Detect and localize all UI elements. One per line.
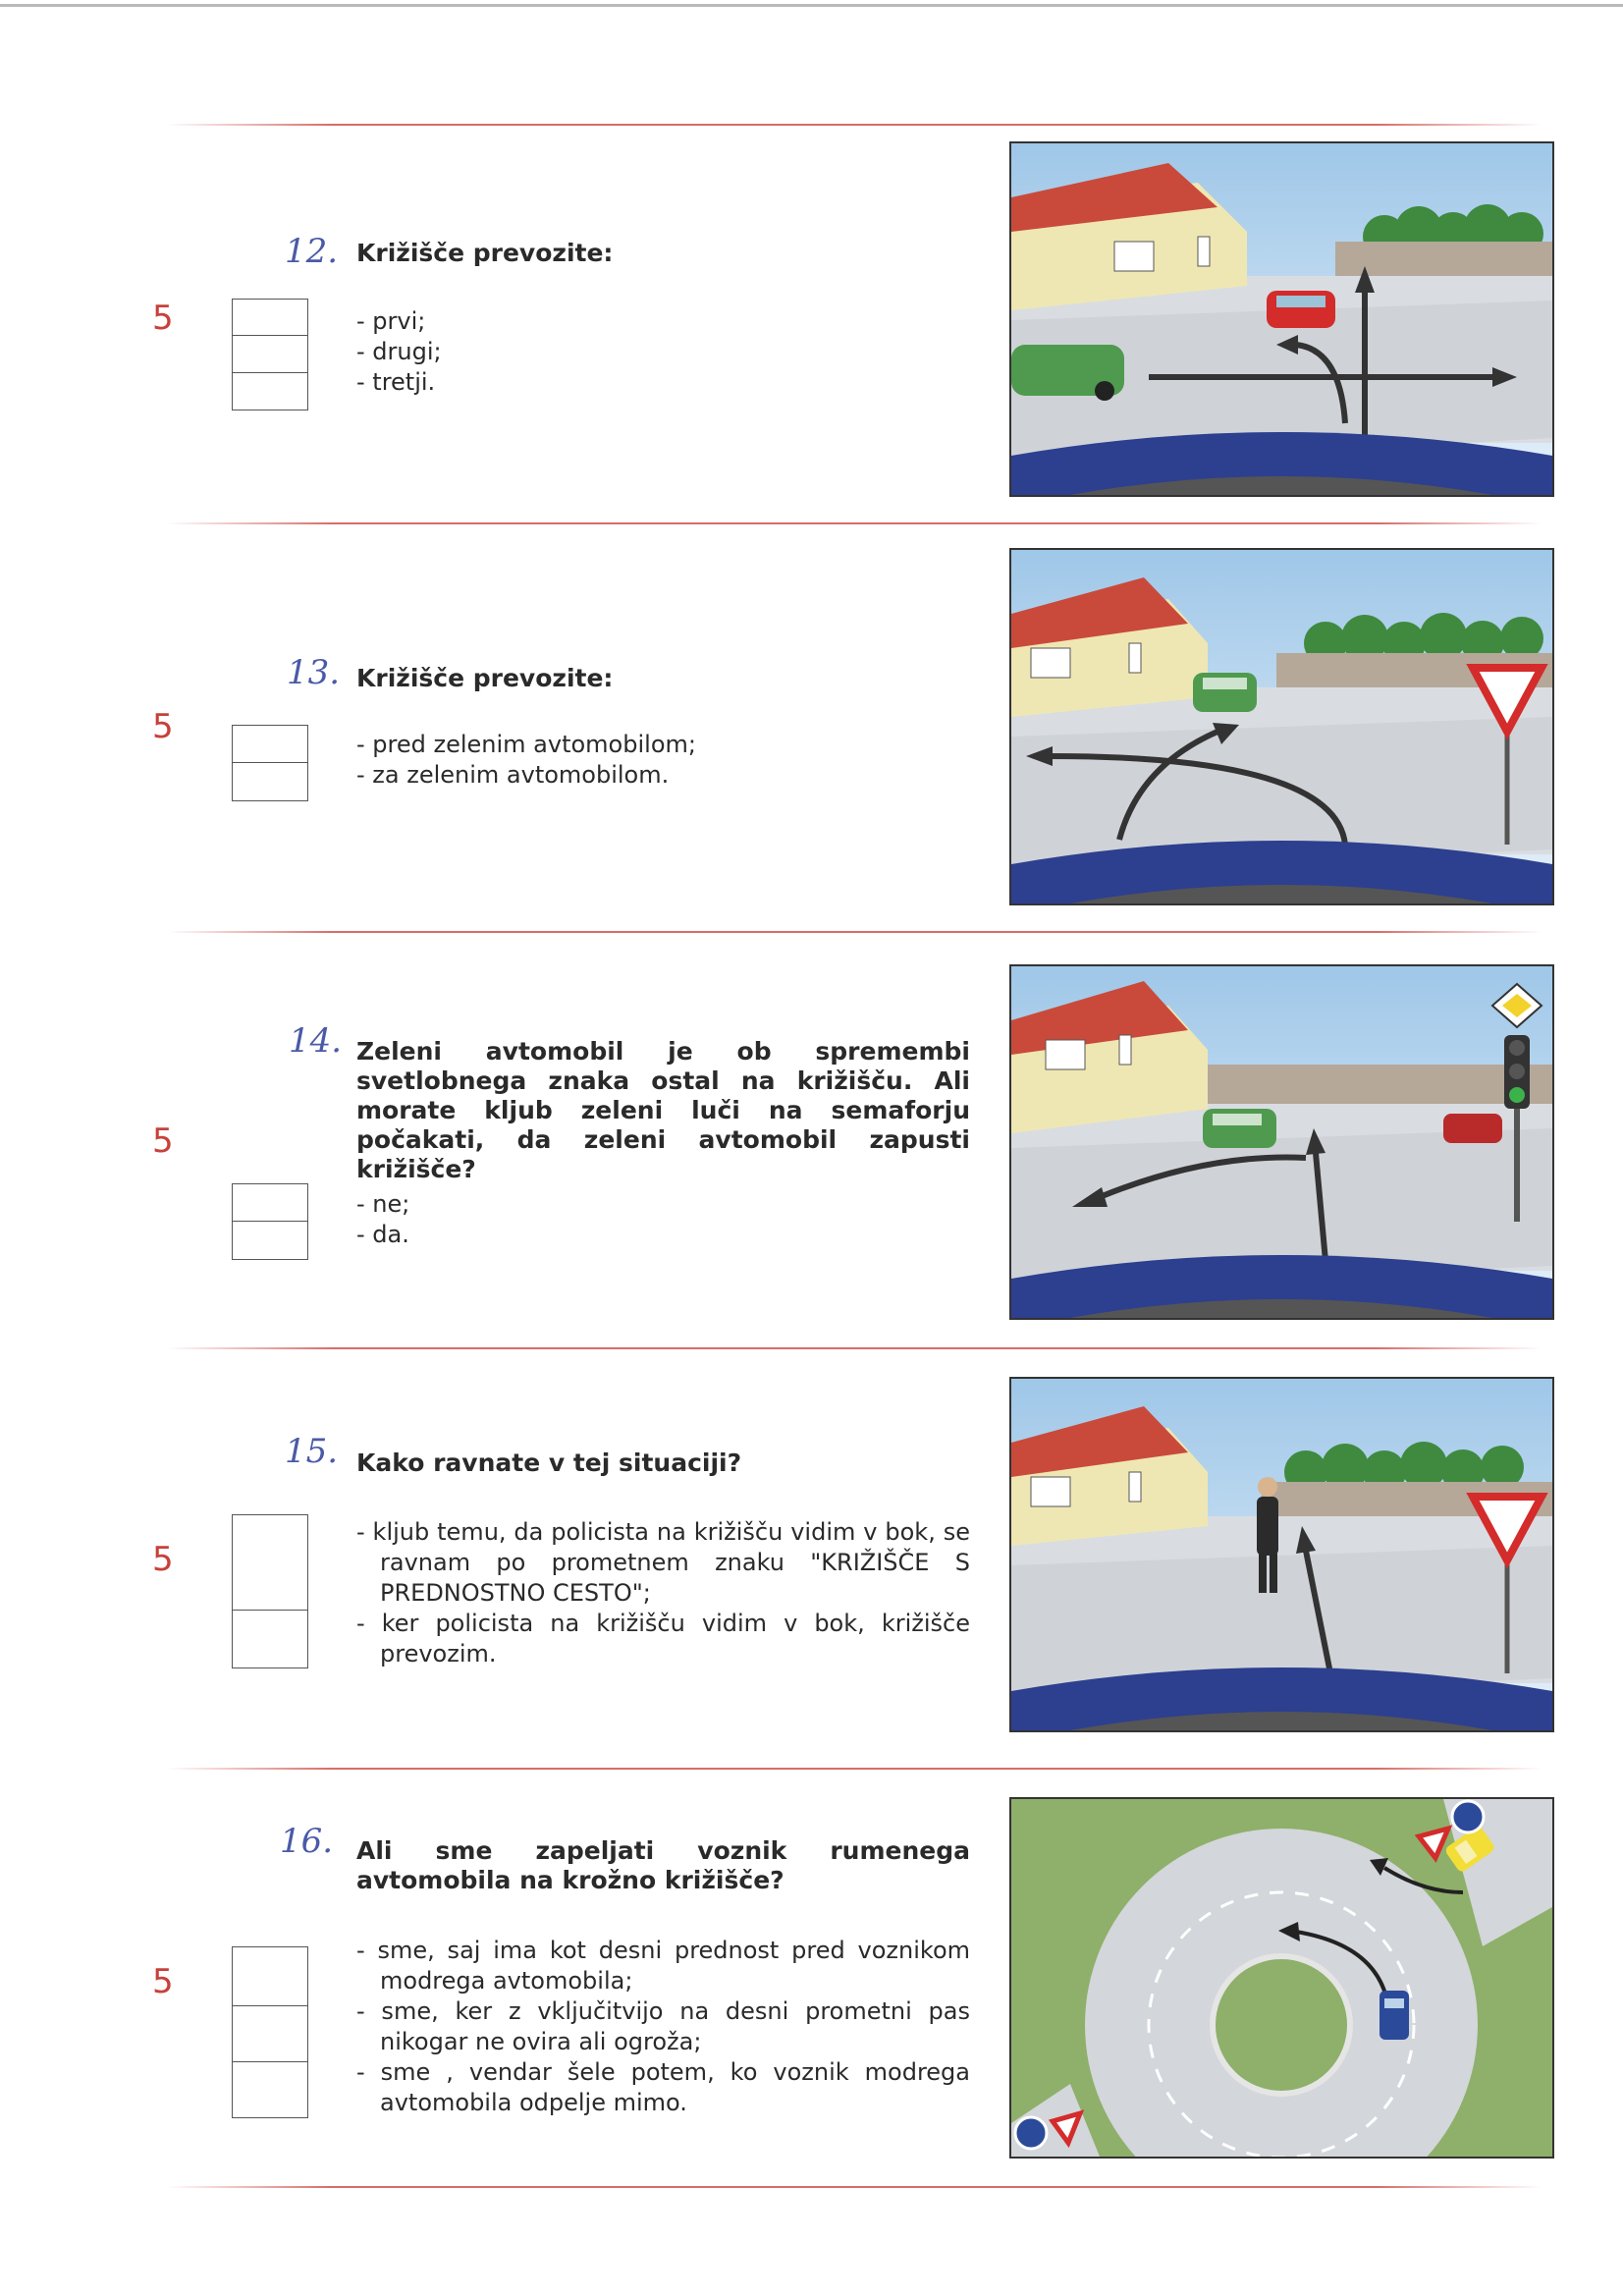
- answer-option: - kljub temu, da policista na križišču vidim v bok, se ravnam po prometnem znaku "KRIŽIŠČE S PREDNOSTNO CESTO";: [356, 1518, 970, 1607]
- answer-checkbox-1[interactable]: [233, 1947, 307, 2006]
- answer-option: - prvi;: [356, 307, 426, 335]
- answer-checkbox-group: [232, 1946, 308, 2118]
- section-divider: [167, 124, 1542, 126]
- answer-list: [356, 730, 970, 791]
- question-illustration: [1009, 1797, 1554, 2159]
- answer-checkbox-3[interactable]: [233, 373, 307, 409]
- points-label: 5: [152, 299, 174, 338]
- answer-checkbox-3[interactable]: [233, 2062, 307, 2116]
- answer-checkbox-2[interactable]: [233, 336, 307, 373]
- answer-checkbox-2[interactable]: [233, 1611, 307, 1667]
- answer-option: - sme, saj ima kot desni prednost pred voznikom modrega avtomobila;: [356, 1937, 970, 1995]
- answer-option: - da.: [356, 1221, 409, 1248]
- answer-list: [356, 1517, 970, 1669]
- roundabout-scene: [1011, 1799, 1552, 2157]
- page-top-line: [0, 4, 1623, 7]
- question-illustration: [1009, 1377, 1554, 1732]
- question-number: 15.: [285, 1432, 339, 1471]
- question-title: Ali sme zapeljati voznik rumenega avtomobila na krožno križišče?: [356, 1836, 970, 1894]
- answer-option: - ne;: [356, 1190, 410, 1218]
- answer-checkbox-2[interactable]: [233, 2006, 307, 2062]
- question-number: 14.: [289, 1021, 343, 1061]
- question-illustration: [1009, 141, 1554, 497]
- answer-checkbox-1[interactable]: [233, 1184, 307, 1222]
- answer-list: [356, 1936, 970, 2118]
- answer-list: [356, 1189, 970, 1250]
- answer-checkbox-1[interactable]: [233, 1515, 307, 1611]
- answer-checkbox-group: [232, 299, 308, 410]
- answer-checkbox-2[interactable]: [233, 763, 307, 799]
- answer-option: - sme , vendar šele potem, ko voznik modrega avtomobila odpelje mimo.: [356, 2058, 970, 2116]
- question-number: 16.: [280, 1822, 334, 1861]
- points-label: 5: [152, 707, 174, 746]
- question-title: Zeleni avtomobil je ob spremembi svetlobnega znaka ostal na križišču. Ali morate kljub zeleni luči na semaforju počakati, da zeleni avtomobil zapusti križišče?: [356, 1037, 970, 1183]
- intersection-scene: [1011, 143, 1552, 495]
- question-title: Kako ravnate v tej situaciji?: [356, 1449, 742, 1477]
- section-divider: [167, 1347, 1542, 1349]
- question-number: 13.: [287, 653, 341, 692]
- answer-option: - pred zelenim avtomobilom;: [356, 731, 696, 758]
- answer-list: [356, 306, 970, 398]
- answer-checkbox-group: [232, 1183, 308, 1260]
- answer-option: - sme, ker z vključitvijo na desni prometni pas nikogar ne ovira ali ogroža;: [356, 1997, 970, 2055]
- answer-checkbox-1[interactable]: [233, 726, 307, 763]
- section-divider: [167, 2186, 1542, 2188]
- intersection-scene: [1011, 1379, 1552, 1730]
- answer-option: - za zelenim avtomobilom.: [356, 761, 670, 789]
- answer-option: - drugi;: [356, 338, 442, 365]
- intersection-scene: [1011, 550, 1552, 903]
- answer-option: - tretji.: [356, 368, 436, 396]
- section-divider: [167, 931, 1542, 933]
- question-number: 12.: [285, 232, 339, 271]
- answer-option: - ker policista na križišču vidim v bok, križišče prevozim.: [356, 1610, 970, 1667]
- question-illustration: [1009, 964, 1554, 1320]
- section-divider: [167, 1768, 1542, 1770]
- answer-checkbox-group: [232, 1514, 308, 1668]
- answer-checkbox-1[interactable]: [233, 300, 307, 336]
- points-label: 5: [152, 1540, 174, 1579]
- points-label: 5: [152, 1121, 174, 1161]
- answer-checkbox-2[interactable]: [233, 1222, 307, 1258]
- section-divider: [167, 522, 1542, 524]
- question-illustration: [1009, 548, 1554, 905]
- question-title: Križišče prevozite:: [356, 664, 614, 692]
- question-title: Križišče prevozite:: [356, 239, 614, 267]
- intersection-scene: [1011, 966, 1552, 1318]
- answer-checkbox-group: [232, 725, 308, 801]
- points-label: 5: [152, 1962, 174, 2001]
